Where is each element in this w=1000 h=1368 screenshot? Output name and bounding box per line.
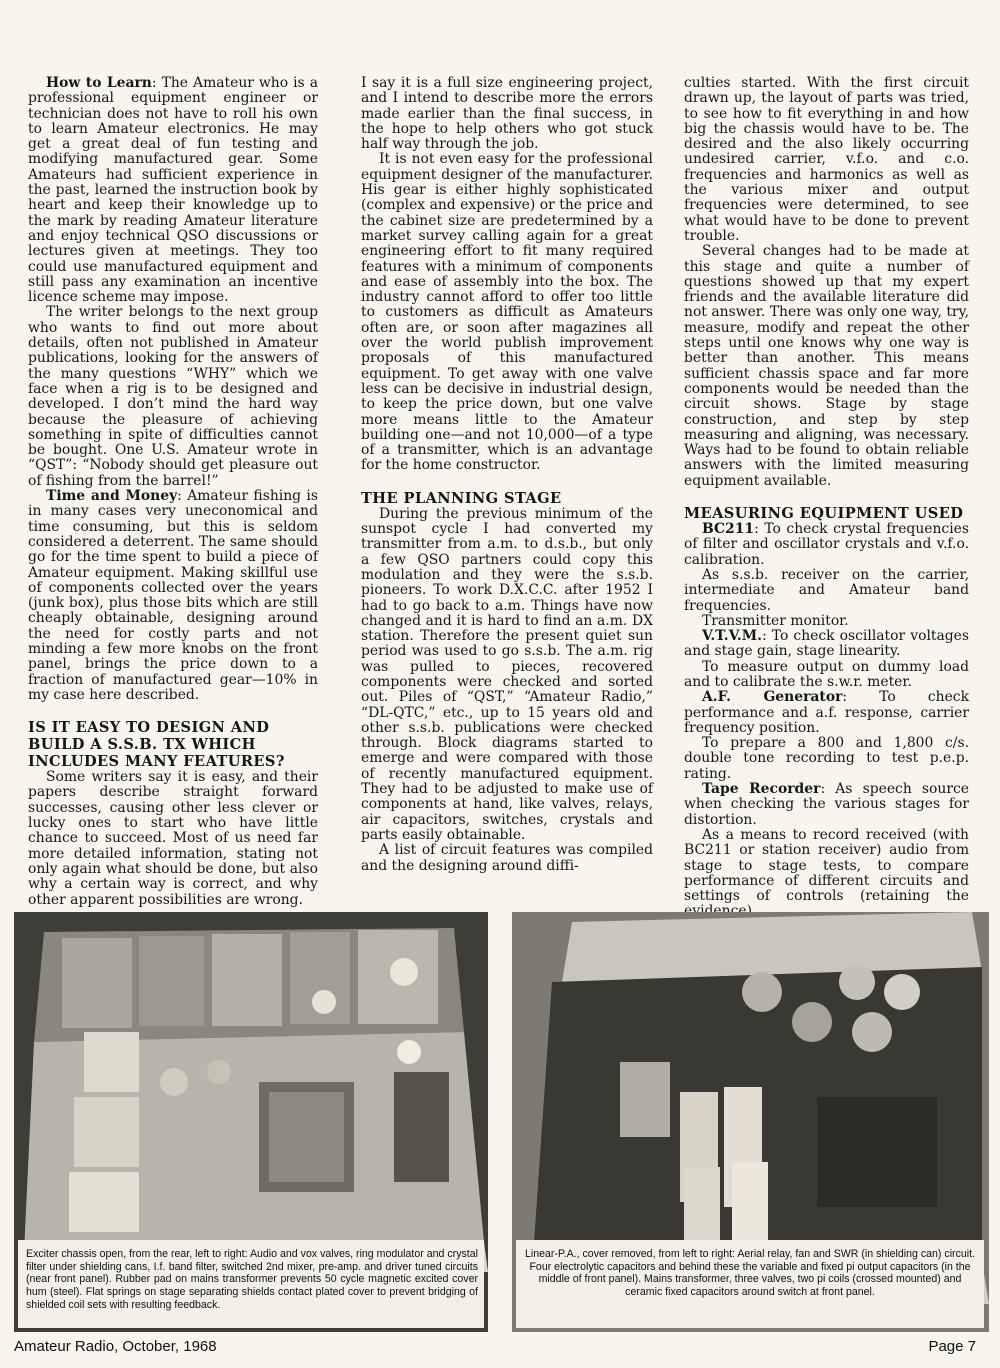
paragraph-text: : The Amateur who is a professional equipment engineer or technician does not have to roll his own to learn Amateur electronics. He may get a great deal of fun testing and modifying manufactured gear. Some Amateurs had sufficient experience in the past, learned the instruction book by heart and keep their knowledge up to the mark by reading Amateur literature and enjoy technical QSO discussions or lectures given at meetings. They too could use manufactured equipment and still pass any examination an incentive licence scheme may impose. [28, 75, 318, 306]
photo-caption-left: Exciter chassis open, from the rear, left to right: Audio and vox valves, ring modulator and crystal filter under shielding cans, I.f. band filter, switched 2nd mixer, pre-amp. and driver tuned circuits (near front panel). Rubber pad on mains transformer prevents 50 cycle magnetic excited cover hum (steel). Flat springs on stage separating shields contact plated cover to prevent bridging of shielded coil sets with resulting feedback. [26, 1248, 478, 1311]
run-in-heading: How to Learn [46, 75, 152, 91]
equipment-name: Tape Recorder [702, 781, 821, 798]
equipment-af-generator [684, 690, 969, 736]
equipment-vtvm [684, 629, 969, 660]
equipment-name: BC211 [702, 521, 755, 538]
paragraph: As a means to record received (with BC211 or station receiver) audio from stage to stage tests, to compare performance of different circuits and settings of controls (retaining the [684, 826, 969, 905]
paragraph: culties started. With the first circuit drawn up, the layout of parts was tried, to see how to fit everything in and how big the chassis would have to be. The desired and the also likely occurring undesired carrier, v.f.o. and c.o. frequencies and harmonics as well as the various mixer and output frequencies were determined, to see what would have to be done to prevent trouble. [684, 75, 969, 244]
equipment-text: : To check performance and a.f. response, carrier frequency position. [684, 689, 969, 736]
equipment-text: : As speech source when checking the various stages for distortion. [684, 781, 970, 828]
equipment-text: : To check oscillator voltages and stage gain, stage linearity. [684, 628, 969, 660]
publication-footer: Amateur Radio, October, 1968 [14, 1338, 217, 1355]
article-column-3 [684, 76, 969, 920]
photo-caption-right: Linear-P.A., cover removed, from left to right: Aerial relay, fan and SWR (in shielding can) circuit. Four electrolytic capacitors and behind these the variable and fixed pi output capacitors (in the middle of front panel). Mains transformer, three valves, two pi coils (crossed mounted) and ceramic fixed capacitors around switch at front panel. [524, 1248, 976, 1299]
paragraph-time-and-money [28, 489, 318, 703]
paragraph: A list of circuit features was compiled and the designing around diffi- [361, 842, 653, 874]
paragraph: Transmitter monitor. [702, 612, 849, 629]
article-column-1 [28, 76, 318, 908]
equipment-bc211 [684, 522, 969, 568]
paragraph: Several changes had to be made at this stage and quite a number of questions showed up that my expert friends and the available literature did not answer. There was only one way, try, measure, modify and repeat the other steps until one knows why one way is better than another. This means sufficient chassis space and far more components would be needed than the circuit shows. Stage by stage construction, and step by step measuring and aligning, was necessary. Ways had to be found to obtain reliable answers with the limited measuring equipment available. [684, 243, 969, 489]
paragraph-how-to-learn [28, 76, 318, 305]
paragraph: During the previous minimum of the sunspot cycle I had converted my transmitter from a.m. to d.s.b., but only a few QSO partners could copy this modulation and they were the s.s.b. pioneers. To work D.X.C.C. after 1952 I had to go back to a.m. Things have now changed and it is hard to find an a.m. DX station. Therefore the present quiet sun period was used to go s.s.b. The a.m. rig was pulled to pieces, recovered components were checked and sorted out. Piles of “QST,” “Amateur Radio,” “DL-QTC,” etc., up to 15 years old and other s.s.b. publications were checked through. Block diagrams started to emerge and were compared with those of recently manufactured equipment. They had to be adjusted to make use of components at hand, like valves, relays, air capacitors, switches, crystals and parts easily obtainable. [361, 505, 653, 843]
section-heading: MEASURING EQUIPMENT USED [684, 505, 964, 523]
paragraph: I say it is a full size engineering project, and I intend to describe more the errors made earlier than the final success, in the hope to help others who got stuck half way through the job. [361, 75, 653, 153]
paragraph: The writer belongs to the next group who wants to find out more about details, often not published in Amateur publications, looking for the answers of the many questions “WHY” which we face when a rig is to be designed and developed. I don’t mind the hard way because the pleasure of achieving something in spite of difficulties cannot be bought. One U.S. Amateur wrote in “QST”: “Nobody should get pleasure out of fishing from the barrel!” [28, 304, 318, 489]
paragraph: As s.s.b. receiver on the carrier, intermediate and Amateur band frequencies. [684, 566, 969, 614]
equipment-text: : To check crystal frequencies of filter and oscillator crystals and v.f.o. calibration. [684, 521, 969, 568]
article-column-2 [361, 76, 653, 874]
paragraph: To prepare a 800 and 1,800 c/s. double tone recording to test p.e.p. rating. [684, 735, 969, 782]
paragraph-text: : Amateur fishing is in many cases very uneconomical and time consuming, but this is seldom considered a deterrent. The same should go for the time spent to build a piece of Amateur equipment. Making skillful use of components collected over the years (junk box), plus those bits which are still cheaply obtainable, designing around the need for costly parts and not minding a few more knobs on the front panel, brings the price down to a fraction of manufactured gear—10% in my case here described. [28, 488, 318, 703]
paragraph: Some writers say it is easy, and their papers describe straight forward successes, causing other less clever or lucky ones to start who have little chance to succeed. Most of us need far more detailed information, stating not only again what should be done, but also why a certain way is correct, and why other apparent possibilities are wrong. [28, 769, 318, 908]
equipment-name: V.T.V.M. [702, 628, 762, 645]
section-heading: THE PLANNING STAGE [361, 489, 562, 507]
page-number: Page 7 [928, 1338, 976, 1355]
equipment-tape-recorder [684, 782, 969, 828]
run-in-heading: Time and Money [46, 488, 178, 505]
equipment-name: A.F. Generator [702, 689, 843, 706]
section-heading: IS IT EASY TO DESIGN AND BUILD A S.S.B. TX WHICH INCLUDES MANY FEATURES? [28, 719, 285, 771]
paragraph: It is not even easy for the professional equipment designer of the manufacturer. His gear is either highly sophisticated (complex and expensive) or the price and the cabinet size are predetermined by a market survey calling again for a great engineering effort to fit many required features with a minimum of components and ease of assembly into the box. The industry cannot afford to offer too little to customers as difficult as Amateurs often are, or soon after magazines all over the world publish improvement proposals of this manufactured equipment. To get away with one valve less can be decisive in industrial design, to keep the price down, but one valve more means little to the Amateur building one—and not 10,000—of a type of a transmitter, which is an advantage for the home constructor. [361, 151, 653, 474]
paragraph: To measure output on dummy load and to calibrate the s.w.r. meter. [684, 658, 969, 690]
